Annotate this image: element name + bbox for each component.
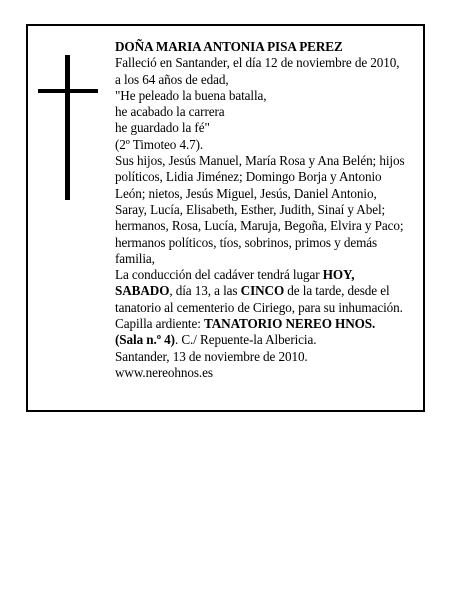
quote-line: "He peleado la buena batalla, (115, 87, 267, 103)
chapel-address: . C./ Repuente-la Albericia. (174, 332, 317, 348)
cross-icon (38, 55, 98, 200)
family-line: Saray, Lucía, Elisabeth, Esther, Judith, Sinaí y Abel; (115, 201, 386, 217)
funeral-time-highlight: CINCO (240, 283, 285, 299)
funeral-text: , día 13, a las (169, 283, 241, 299)
quote-reference: (2º Timoteo 4.7). (115, 136, 204, 152)
family-line: León; nietos, Jesús Miguel, Jesús, Daniel Antonio, (115, 185, 377, 201)
family-line: familia, (115, 250, 155, 266)
quote-line: he acabado la carrera (115, 104, 225, 120)
chapel-label: Capilla ardiente: (115, 316, 205, 332)
death-info-line: a los 64 años de edad, (115, 71, 229, 87)
family-line: Sus hijos, Jesús Manuel, María Rosa y Ana Belén; hijos (115, 153, 405, 169)
family-line: hermanos políticos, tíos, sobrinos, primos y demás (115, 234, 378, 250)
website-link[interactable]: www.nereohnos.es (115, 364, 213, 380)
funeral-line (115, 267, 415, 283)
chapel-room: (Sala n.º 4) (115, 332, 175, 348)
quote-line: he guardado la fé" (115, 120, 210, 136)
obituary-notice (26, 24, 425, 412)
funeral-text: La conducción del cadáver tendrá lugar (115, 267, 323, 283)
family-line: políticos, Lidia Jiménez; Domingo Borja y Antonio (115, 169, 382, 185)
death-info-line: Falleció en Santander, el día 12 de noviembre de 2010, (115, 55, 400, 71)
funeral-weekday-highlight: SABADO (115, 283, 170, 299)
funeral-day-highlight: HOY, (322, 267, 355, 283)
obituary-text (115, 39, 415, 381)
deceased-name: DOÑA MARIA ANTONIA PISA PEREZ (115, 39, 343, 54)
funeral-text: de la tarde, desde el (284, 283, 390, 299)
funeral-line: tanatorio al cementerio de Ciriego, para su inhumación. (115, 299, 403, 315)
chapel-line (115, 316, 415, 332)
chapel-venue: TANATORIO NEREO HNOS. (204, 316, 376, 332)
place-date: Santander, 13 de noviembre de 2010. (115, 348, 308, 364)
funeral-line (115, 283, 415, 299)
family-line: hermanos, Rosa, Lucía, Maruja, Begoña, Elvira y Paco; (115, 218, 404, 234)
chapel-line (115, 332, 415, 348)
